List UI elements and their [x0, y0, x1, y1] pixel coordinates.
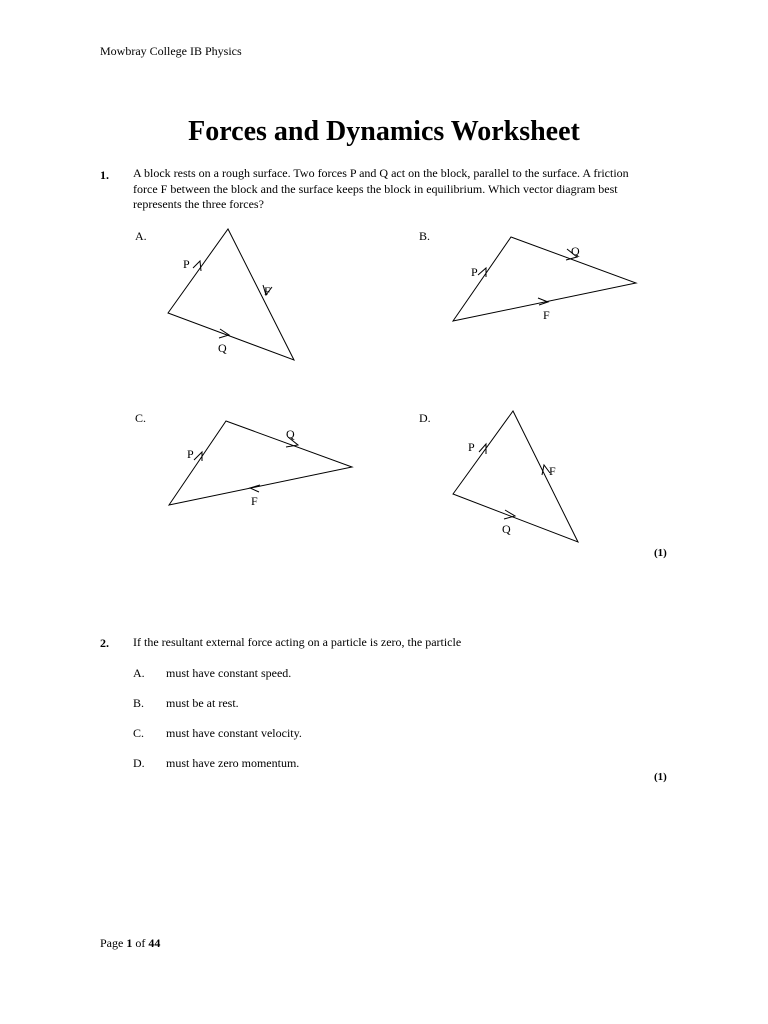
footer-prefix: Page	[100, 936, 124, 950]
page-title: Forces and Dynamics Worksheet	[188, 116, 580, 147]
footer-page-number: 1	[126, 936, 133, 950]
q1-option-a-letter: A.	[135, 229, 147, 243]
page-header: Mowbray College IB Physics	[100, 44, 242, 58]
question-1-number: 1.	[100, 168, 109, 182]
diagram-c-label-p: P	[187, 447, 194, 461]
q1-option-b-letter: B.	[419, 229, 431, 243]
question-1-text: A block rests on a rough surface. Two forces P and Q act on the block, parallel to the surface. A friction force F between the block and the surface keeps the block in equilibrium. Which vector diagram best represents the three forces?	[133, 166, 629, 211]
question-2-text: If the resultant external force acting on a particle is zero, the particle	[133, 635, 462, 649]
footer-total-pages: 44	[148, 936, 161, 950]
diagram-b-label-p: P	[471, 265, 478, 279]
q2-option-a-text: must have constant speed.	[166, 666, 292, 680]
question-2-mark: (1)	[654, 771, 667, 783]
diagram-b-label-f: F	[543, 308, 550, 322]
question-2-number: 2.	[100, 636, 109, 650]
q1-option-d-letter: D.	[419, 411, 431, 425]
vector-diagram-c	[169, 421, 352, 505]
q2-option-c-text: must have constant velocity.	[166, 726, 302, 740]
footer-of: of	[135, 936, 146, 950]
vector-diagram-a	[168, 229, 294, 360]
q2-option-a-letter: A.	[133, 666, 145, 680]
page-footer	[100, 936, 160, 951]
q2-option-d-letter: D.	[133, 756, 145, 770]
diagram-c-label-q: Q	[286, 427, 295, 441]
q1-option-c-letter: C.	[135, 411, 147, 425]
diagram-b-label-q: Q	[571, 244, 580, 258]
diagram-a-label-q: Q	[218, 341, 227, 355]
diagram-a-label-f: F	[264, 284, 271, 298]
diagram-d-label-p: P	[468, 440, 475, 454]
q2-option-b-text: must be at rest.	[166, 696, 239, 710]
diagram-d-label-q: Q	[502, 522, 511, 536]
vector-diagram-d	[453, 411, 578, 542]
question-1-mark: (1)	[654, 547, 667, 559]
diagram-a-label-p: P	[183, 257, 190, 271]
diagram-c-label-f: F	[251, 494, 258, 508]
diagram-d-label-f: F	[549, 464, 556, 478]
q2-option-d-text: must have zero momentum.	[166, 756, 300, 770]
q2-option-b-letter: B.	[133, 696, 145, 710]
q2-option-c-letter: C.	[133, 726, 145, 740]
